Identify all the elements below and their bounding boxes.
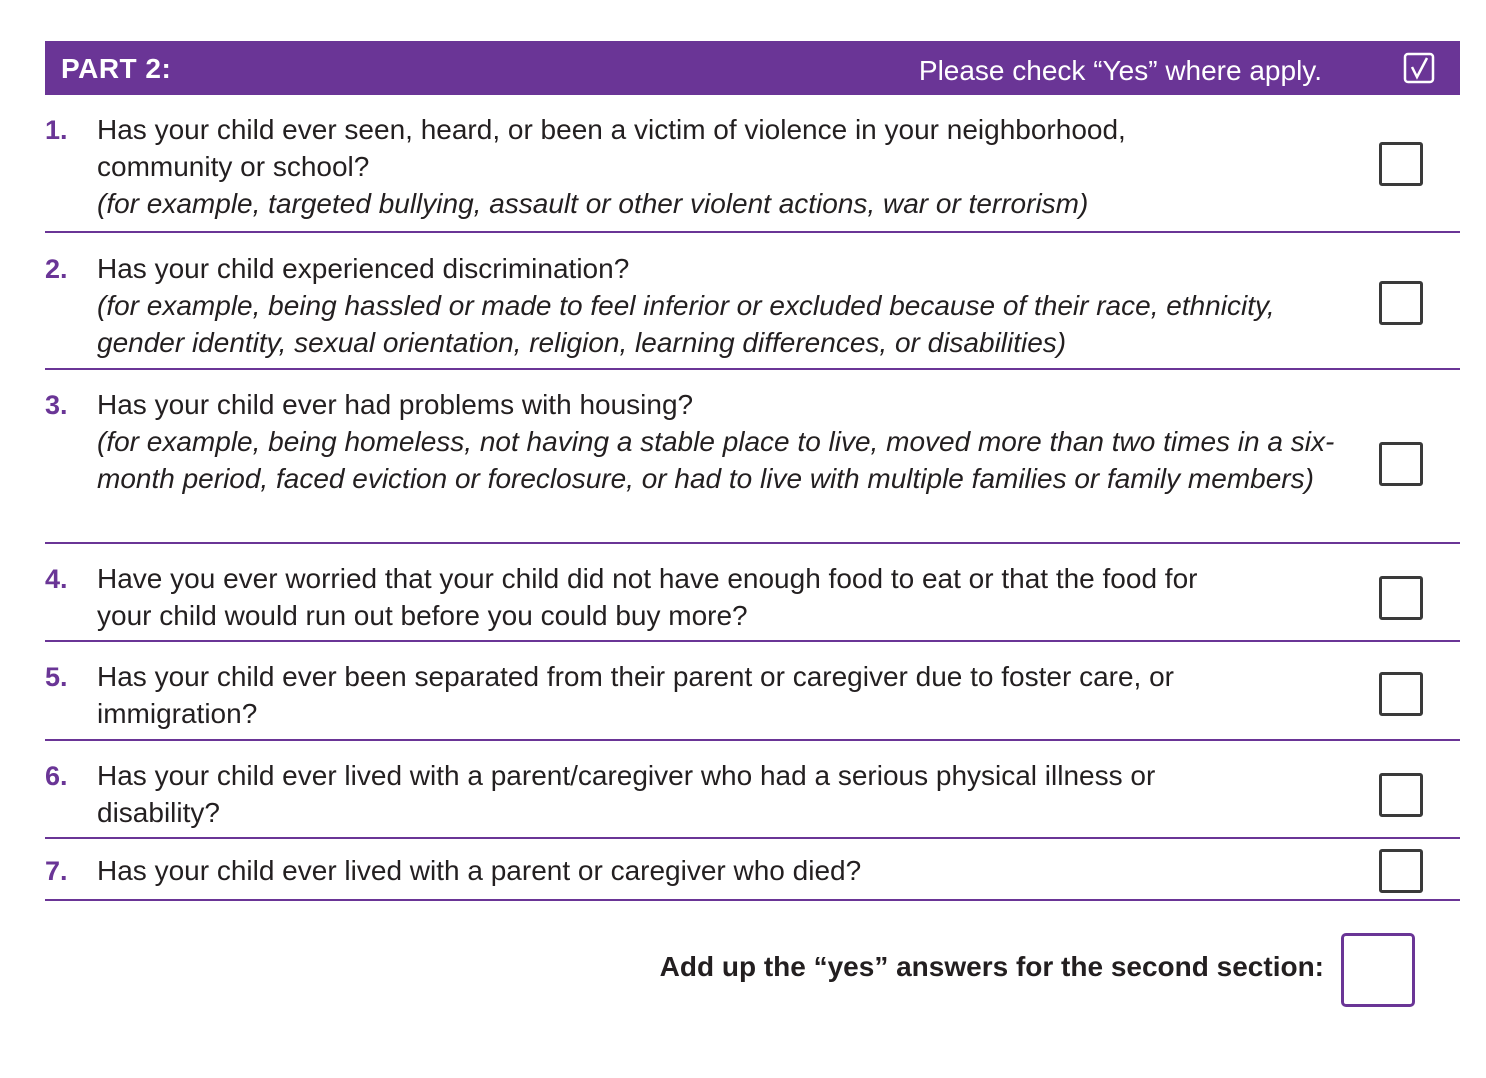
question-text-line: community or school? (97, 151, 370, 182)
yes-checkbox-5[interactable] (1379, 672, 1423, 716)
yes-checkbox-1[interactable] (1379, 142, 1423, 186)
question-text-line: Have you ever worried that your child did not have enough food to eat or that the food for (97, 563, 1198, 594)
yes-checkbox-7[interactable] (1379, 849, 1423, 893)
question-row-4 (45, 544, 1460, 642)
question-row-2 (45, 233, 1460, 370)
part-title: PART 2: (61, 53, 172, 84)
yes-checkbox-4[interactable] (1379, 576, 1423, 620)
part-header (45, 41, 1460, 95)
question-text-line: immigration? (97, 698, 258, 729)
part-2-form (45, 41, 1460, 982)
question-row-3 (45, 370, 1460, 544)
question-row-6 (45, 741, 1460, 839)
yes-checkbox-3[interactable] (1379, 442, 1423, 486)
question-row-5 (45, 642, 1460, 741)
yes-checkbox-6[interactable] (1379, 773, 1423, 817)
question-text-line: Has your child ever been separated from their parent or caregiver due to foster care, or (97, 661, 1174, 692)
question-row-1 (45, 95, 1460, 233)
question-number: 7. (45, 856, 68, 886)
question-example: (for example, being homeless, not having a stable place to live, moved more than two times in a six-month period, faced eviction or foreclosure, or had to live with multiple families or family members) (97, 426, 1335, 494)
question-text-line: Has your child ever lived with a parent/caregiver who had a serious physical illness or (97, 760, 1156, 791)
question-text-line: disability? (97, 797, 220, 828)
question-number: 2. (45, 254, 68, 284)
question-number: 3. (45, 390, 68, 420)
total-label: Add up the “yes” answers for the second section: (659, 951, 1324, 982)
question-number: 4. (45, 564, 68, 594)
question-number: 6. (45, 761, 68, 791)
question-example: (for example, being hassled or made to feel inferior or excluded because of their race, ethnicity, gender identity, sexual orientation, religion, learning differences, or disabilities) (97, 290, 1275, 358)
total-input-box[interactable] (1341, 933, 1415, 1007)
question-number: 1. (45, 115, 68, 145)
instruction-text: Please check “Yes” where apply. (918, 55, 1322, 86)
question-text-line: Has your child ever lived with a parent or caregiver who died? (97, 855, 862, 886)
question-text-line: Has your child ever had problems with housing? (97, 389, 694, 420)
question-number: 5. (45, 662, 68, 692)
question-text-line: Has your child ever seen, heard, or been a victim of violence in your neighborhood, (97, 114, 1126, 145)
question-example: (for example, targeted bullying, assault or other violent actions, war or terrorism) (97, 188, 1089, 219)
question-text-line: your child would run out before you could buy more? (97, 600, 748, 631)
checked-box-icon (1403, 52, 1435, 84)
yes-checkbox-2[interactable] (1379, 281, 1423, 325)
total-section (45, 933, 1460, 1013)
question-text-line: Has your child experienced discrimination? (97, 253, 630, 284)
question-row-7 (45, 839, 1460, 901)
